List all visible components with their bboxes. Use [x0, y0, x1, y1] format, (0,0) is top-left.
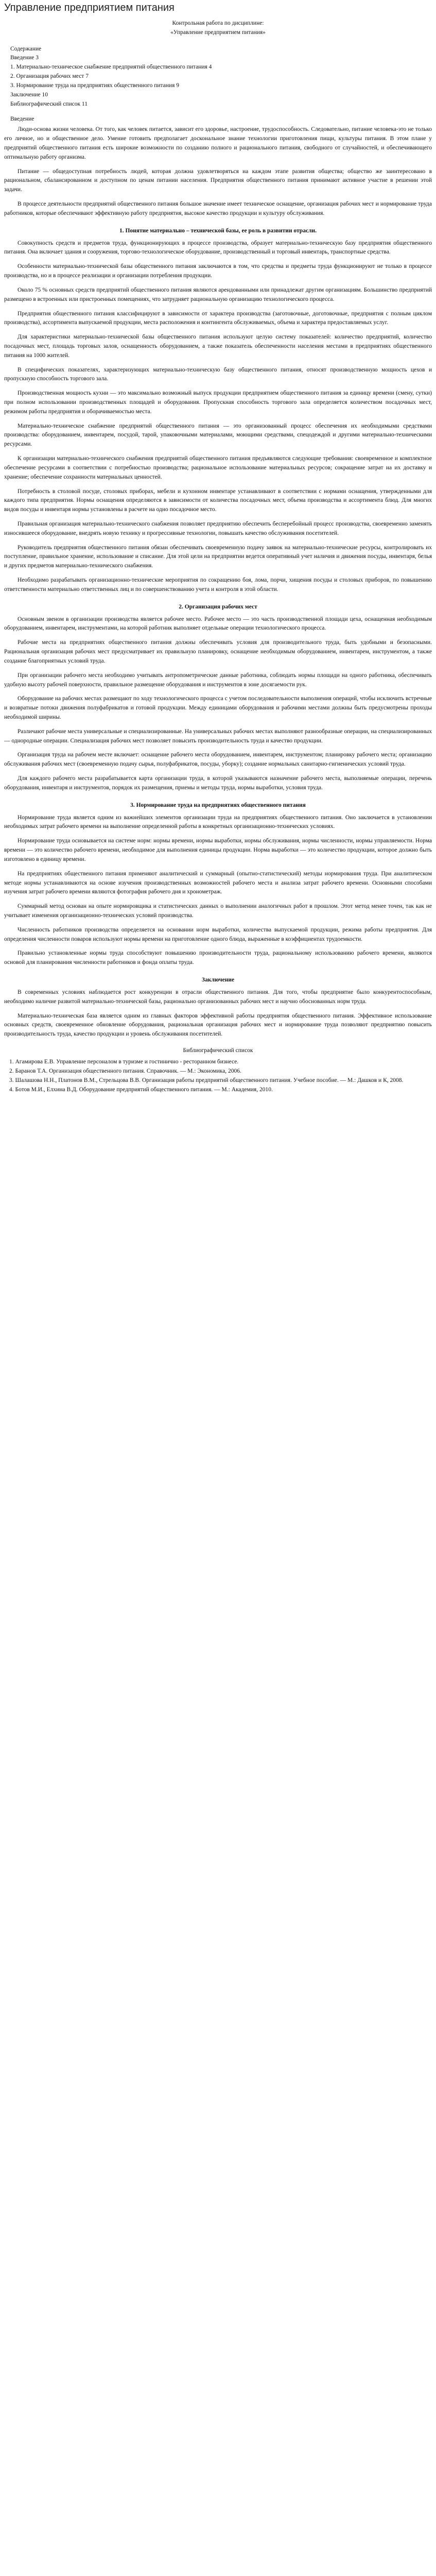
toc-item-label: 1. Материально-техническое снабжение предприятий общественного питания	[10, 64, 207, 71]
section-3	[4, 802, 432, 968]
paragraph: Численность работников производства определяется на основании норм выработки, количества выпускаемой продукции, режима работы предприятия. Для определения численности поваров используют нормы времени на приготовление одного блюда, выраженные в коэффициентах трудоемкости.	[4, 926, 432, 942]
paragraph: Нормирование труда является одним из важнейших элементов организации труда на предприятиях общественного питания. Оно заключается в установлении необходимых затрат рабочего времени на выполнение определенной работы в конкретных организационно-технических условиях.	[4, 814, 432, 830]
paragraph: Для каждого рабочего места разрабатывается карта организации труда, в которой указываются назначение рабочего места, выполняемые операции, перечень оборудования, инвентаря и инструментов, порядок их размещения, приемы и методы труда, нормы выработки, условия труда.	[4, 775, 432, 791]
introduction-heading: Введение	[10, 116, 34, 123]
paragraph: Для характеристики материально-технической базы общественного питания используют целую систему показателей: количество предприятий, количество посадочных мест, площадь торговых залов, оснащенность оборудованием, а также показатель обеспеченности населения местами в предприятиях общественного питания на 1000 жителей.	[4, 334, 432, 359]
toc-item-page: 11	[81, 100, 88, 107]
page	[0, 0, 436, 1094]
paragraph: Основным звеном в организации производства является рабочее место. Рабочее место — это часть производственной площади цеха, оснащенная необходимым оборудованием, инвентарем, инструментами, на которой работник выполняет отдельные операции технологического процесса.	[4, 616, 432, 632]
toc-item-page: 7	[85, 73, 89, 80]
table-of-contents	[4, 19, 432, 109]
section-heading: 2. Организация рабочих мест	[179, 603, 257, 610]
section-1	[4, 228, 432, 595]
paragraph: В специфических показателях, характеризующих материально-техническую базу общественного питания, относят производственную мощность цехов и пропускную способность торгового зала.	[4, 366, 432, 382]
paragraph: Правильно установленные нормы труда способствуют повышению производительности труда, рациональному использованию рабочего времени, являются основой для планирования численности работников и фонда оплаты труда.	[4, 950, 432, 966]
toc-item	[4, 63, 432, 72]
section-heading: 3. Нормирование труда на предприятиях общественного питания	[130, 802, 306, 808]
bibliography-heading: Библиографический список	[183, 1047, 253, 1054]
paragraph: Предприятия общественного питания классифицируют в зависимости от характера производства (заготовочные, доготовочные, предприятия с полным циклом производства), ассортимента выпускаемой продукции, места расположения и контингента обслуживаемых, объема и характера предоставляемых услуг.	[4, 310, 432, 326]
contents-heading: Содержание	[10, 45, 42, 52]
paragraph: Нормирование труда основывается на системе норм: нормы времени, нормы выработки, нормы обслуживания, нормы численности, нормы управляемости. Норма времени — это количество рабочего времени, необходимое для выполнения единицы продукции. Норма выработки — это количество продукции, которое должно быть изготовлено в единицу времени.	[4, 838, 432, 862]
paragraph: Руководитель предприятия общественного питания обязан обеспечивать своевременную подачу заявок на материально-технические ресурсы, контролировать их поступление, правильное хранение, использование и списание. Для этой цели на предприятии ведется оперативный учет наличия и движения посуды, инвентаря, белья и других предметов материально-технического снабжения.	[4, 544, 432, 569]
paragraph: Около 75 % основных средств предприятий общественного питания являются арендованными или принадлежат другим организациям. Большинство предприятий размещено в встроенных или пристроенных помещениях, что затрудняет рациональную организацию технологического процесса.	[4, 286, 432, 302]
section-2	[4, 604, 432, 793]
toc-item	[4, 81, 432, 91]
work-type-line: Контрольная работа по дисциплине:	[172, 20, 264, 26]
toc-item	[4, 54, 432, 63]
paragraph: Питание — общедоступная потребность людей, которая должна удовлетворяться на каждом этапе развития общества; общество же заинтересовано в рациональном, сбалансированном и доступном по ценам питании населения. Предприятия общественного питания принимают активное участие в решении этой задачи.	[4, 168, 432, 193]
toc-item	[4, 100, 432, 109]
paragraph: К организации материально-технического снабжения предприятий общественного питания предъявляются следующие требования: своевременное и комплектное обеспечение ресурсами в соответствии с потребностью производства; рациональное использование материальных ресурсов; сокращение затрат на их доставку и хранение; обеспечение сохранности материальных ценностей.	[4, 455, 432, 480]
toc-item-label: Библиографический список	[10, 100, 81, 107]
toc-item	[4, 91, 432, 100]
bibliography-section	[4, 1047, 432, 1094]
toc-item-label: 2. Организация рабочих мест	[10, 73, 84, 80]
section-heading: 1. Понятие материально – технической базы, ее роль в развитии отрасли.	[119, 227, 317, 234]
paragraph: Необходимо разрабатывать организационно-технические мероприятия по сокращению боя, лома, порчи, хищения посуды и столовых приборов, по повышению ответственности материально ответственных лиц и по совершенствованию учета и контроля в этой области.	[4, 577, 432, 592]
paragraph: Правильная организация материально-технического снабжения позволяет предприятию обеспечить бесперебойный процесс производства, своевременно заменять износившееся оборудование, внедрять новую технику и прогрессивные технологии, повышать качество обслуживания посетителей.	[4, 520, 432, 536]
section-heading: Заключение	[201, 977, 235, 983]
toc-list	[4, 54, 432, 109]
paragraph: На предприятиях общественного питания применяют аналитический и суммарный (опытно-статистический) методы нормирования труда. При аналитическом методе нормы устанавливаются на основе изучения производственных возможностей рабочего места и анализа затрат рабочего времени. Основными способами изучения затрат рабочего времени являются фотография рабочего дня и хронометраж.	[4, 870, 432, 895]
discipline-line: «Управление предприятием питания»	[170, 29, 266, 36]
paragraph: Люди-основа жизни человека. От того, как человек питается, зависит его здоровье, настроение, трудоспособность. Следовательно, питание человека-это не только его личное, но и общественное дело. Умение готовить предполагает доскональное знание технологии приготовления пищи, культуры питания. В этом плане у предприятий общественного питания есть широкие возможности по созданию полного и рационального питания, свободного от случайностей, и обеспечивающего оптимальную работу организма.	[4, 126, 432, 160]
paragraph: Суммарный метод основан на опыте нормировщика и статистических данных о выполнении аналогичных работ в прошлом. Этот метод менее точен, так как не учитывает изменения организационно-технических условий производства.	[4, 903, 432, 919]
toc-item-label: Заключение	[10, 91, 41, 98]
introduction-section	[4, 116, 432, 218]
paragraph: Организация труда на рабочем месте включает: оснащение рабочего места оборудованием, инвентарем, инструментом; планировку рабочего места; организацию обслуживания рабочих мест (своевременную подачу сырья, полуфабрикатов, посуды, уборку); создание нормальных санитарно-гигиенических условий труда.	[4, 752, 432, 768]
paragraph: Оборудование на рабочих местах размещают по ходу технологического процесса с учетом последовательности выполнения операций, чтобы исключить встречные и возвратные потоки движения полуфабрикатов и готовой продукции. Между единицами оборудования и рабочими местами должны быть предусмотрены проходы необходимой ширины.	[4, 696, 432, 720]
paragraph: Материально-техническое снабжение предприятий общественного питания — это организованный процесс обеспечения их необходимыми средствами производства: оборудованием, инвентарем, посудой, тарой, упаковочными материалами, моющими средствами, спецодеждой и другими материально-техническими ресурсами.	[4, 422, 432, 448]
toc-item-page: 9	[176, 82, 179, 89]
paragraph: Различают рабочие места универсальные и специализированные. На универсальных рабочих местах выполняют разнообразные операции, на специализированных — однородные операции. Специализация рабочих мест позволяет повысить производительность труда и качество продукции.	[4, 728, 432, 744]
paragraph: Потребность в столовой посуде, столовых приборах, мебели и кухонном инвентаре устанавливают в соответствии с нормами оснащения, утвержденными для каждого типа предприятия. Нормы оснащения определяются в зависимости от количества посадочных мест, объема производства и ассортимента блюд. Для многих видов посуды и инвентаря нормы установлены в расчете на одно посадочное место.	[4, 488, 432, 513]
page-title: Управление предприятием питания	[4, 2, 175, 13]
paragraph: Совокупность средств и предметов труда, функционирующих в процессе производства, образует материально-техническую базу предприятия общественного питания. Она включает здания и сооружения, торгово-технологическое оборудование, производственный и торговый инвентарь, транспортные средства.	[4, 240, 432, 256]
toc-item	[4, 72, 432, 81]
paragraph: Особенности материально-технической базы общественного питания заключаются в том, что средства и предметы труда функционируют не только в процессе производства, но и в процессе реализации и организации потребления продукции.	[4, 263, 432, 279]
toc-item-label: 3. Нормирование труда на предприятиях общественного питания	[10, 82, 175, 89]
toc-item-page: 4	[208, 64, 212, 71]
bibliography-list	[4, 1058, 432, 1094]
paragraph: Производственная мощность кухни — это максимально возможный выпуск продукции предприятием общественного питания за единицу времени (смену, сутки) при полном использовании производственных площадей и оборудования. Пропускная способность торгового зала определяется количеством посадочных мест, режимом работы предприятия и оборачиваемостью места.	[4, 390, 432, 415]
paragraph: В современных условиях наблюдается рост конкуренции в отрасли общественного питания. Для того, чтобы предприятие было конкурентоспособным, необходимо наличие развитой материально-технической базы, рационально организованных рабочих мест и научно обоснованных норм труда.	[4, 989, 432, 1005]
paragraph: При организации рабочего места необходимо учитывать антропометрические данные работника, соблюдать нормы площади на одного работника, обеспечивать удобную высоту рабочей поверхности, правильное размещение оборудования и инструментов в зоне досягаемости рук.	[4, 672, 432, 688]
bibliography-item: 1. Агамирова Е.В. Управление персоналом в туризме и гостинично - ресторанном бизнесе.	[9, 1059, 239, 1065]
paragraph: Материально-техническая база является одним из главных факторов эффективной работы предприятия общественного питания. Эффективное использование основных средств, своевременное обновление оборудования, рациональная организация рабочих мест и нормирование труда позволяют предприятию повысить производительность труда, качество продукции и уровень обслуживания посетителей.	[4, 1012, 432, 1038]
bibliography-item: 4. Ботов М.И., Елхина В.Д. Оборудование предприятий общественного питания. — М.: Академия, 2010.	[9, 1086, 273, 1093]
paragraph: Рабочие места на предприятиях общественного питания должны обеспечивать условия для производительного труда, быть удобными и безопасными. Рациональная организация рабочих мест предусматривает их правильную планировку, оснащение необходимым оборудованием, инвентарем, инструментом, а также создание благоприятных условий труда.	[4, 639, 432, 664]
paragraph: В процессе деятельности предприятий общественного питания большое значение имеет техническое оснащение, организация рабочих мест и нормирование труда работников, которые обеспечивают эффективную работу предприятия, высокое качество продукции и культуру обслуживания.	[4, 201, 432, 216]
toc-item-page: 10	[42, 91, 48, 98]
bibliography-item: 2. Баранов Т.А. Организация общественного питания. Справочник. — М.: Экономика, 2006.	[9, 1067, 241, 1074]
bibliography-item: 3. Шалашова Н.Н., Платонов В.М., Стрельцова В.В. Организация работы предприятий общественного питания. Учебное пособие. — М.: Дашков и К, 2008.	[9, 1077, 404, 1083]
conclusion-section	[4, 977, 432, 1039]
toc-item-label: Введение	[10, 55, 34, 61]
toc-item-page: 3	[36, 55, 39, 61]
